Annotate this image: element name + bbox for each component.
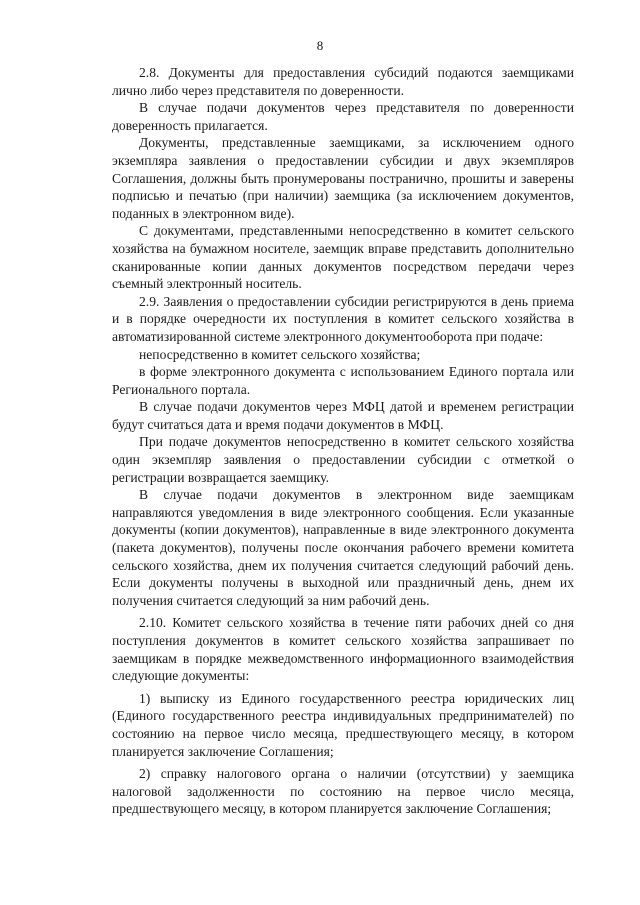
paragraph-scanned-copies: С документами, представленными непосредственно в комитет сельского хозяйства на бумажном носителе, заемщик вправе представить дополнительно сканированные копии данных документов посредством передачи через съемный электронный носитель. — [112, 223, 574, 292]
paragraph-item-2: 2) справку налогового органа о наличии (отсутствии) у заемщика налоговой задолженности по состоянию на первое число месяца, предшествующего месяцу, в котором планируется заключение Соглашения; — [112, 766, 574, 817]
paragraph-registration-mark: При подаче документов непосредственно в комитет сельского хозяйства один экземпляр заявления о предоставлении субсидии с отметкой о регистрации возвращается заемщику. — [112, 434, 574, 485]
paragraph-mfc: В случае подачи документов через МФЦ датой и временем регистрации будут считаться дата и время подачи документов в МФЦ. — [112, 399, 574, 432]
paragraph-2-10: 2.10. Комитет сельского хозяйства в течение пяти рабочих дней со дня поступления документов в комитет сельского хозяйства запрашивает по заемщикам в порядке межведомственного информационного взаимодействия следующие документы: — [112, 615, 574, 684]
page-number: 8 — [316, 38, 324, 53]
paragraph-2-8: 2.8. Документы для предоставления субсидий подаются заемщиками лично либо через представителя по доверенности. — [112, 65, 574, 98]
paragraph-direct-submission: непосредственно в комитет сельского хозяйства; — [139, 346, 421, 362]
paragraph-electronic-portal: в форме электронного документа с использованием Единого портала или Регионального портала. — [112, 364, 574, 397]
document-body — [112, 64, 574, 818]
paragraph-numbering: Документы, представленные заемщиками, за исключением одного экземпляра заявления о предоставлении субсидии и двух экземпляров Соглашения, должны быть пронумерованы постранично, прошиты и заверены подписью и печатью (при наличии) заемщика (за исключением документов, поданных в электронном виде). — [112, 135, 574, 221]
paragraph-proxy: В случае подачи документов через представителя по доверенности доверенность прилагается. — [112, 100, 574, 133]
paragraph-electronic-notification: В случае подачи документов в электронном виде заемщикам направляются уведомления в виде электронного сообщения. Если указанные документы (копии документов), направленные в виде электронного документа (пакета документов), получены после окончания рабочего времени комитета сельского хозяйства, днем их получения считается следующий рабочий день. Если документы получены в выходной или праздничный день, днем их получения считается следующий за ним рабочий день. — [112, 487, 574, 608]
paragraph-item-1: 1) выписку из Единого государственного реестра юридических лиц (Единого государственного реестра индивидуальных предпринимателей) по состоянию на первое число месяца, предшествующего месяцу, в котором планируется заключение Соглашения; — [112, 690, 574, 759]
paragraph-2-9: 2.9. Заявления о предоставлении субсидии регистрируются в день приема и в порядке очередности их поступления в комитет сельского хозяйства в автоматизированной системе электронного документооборота при подаче: — [112, 293, 574, 344]
